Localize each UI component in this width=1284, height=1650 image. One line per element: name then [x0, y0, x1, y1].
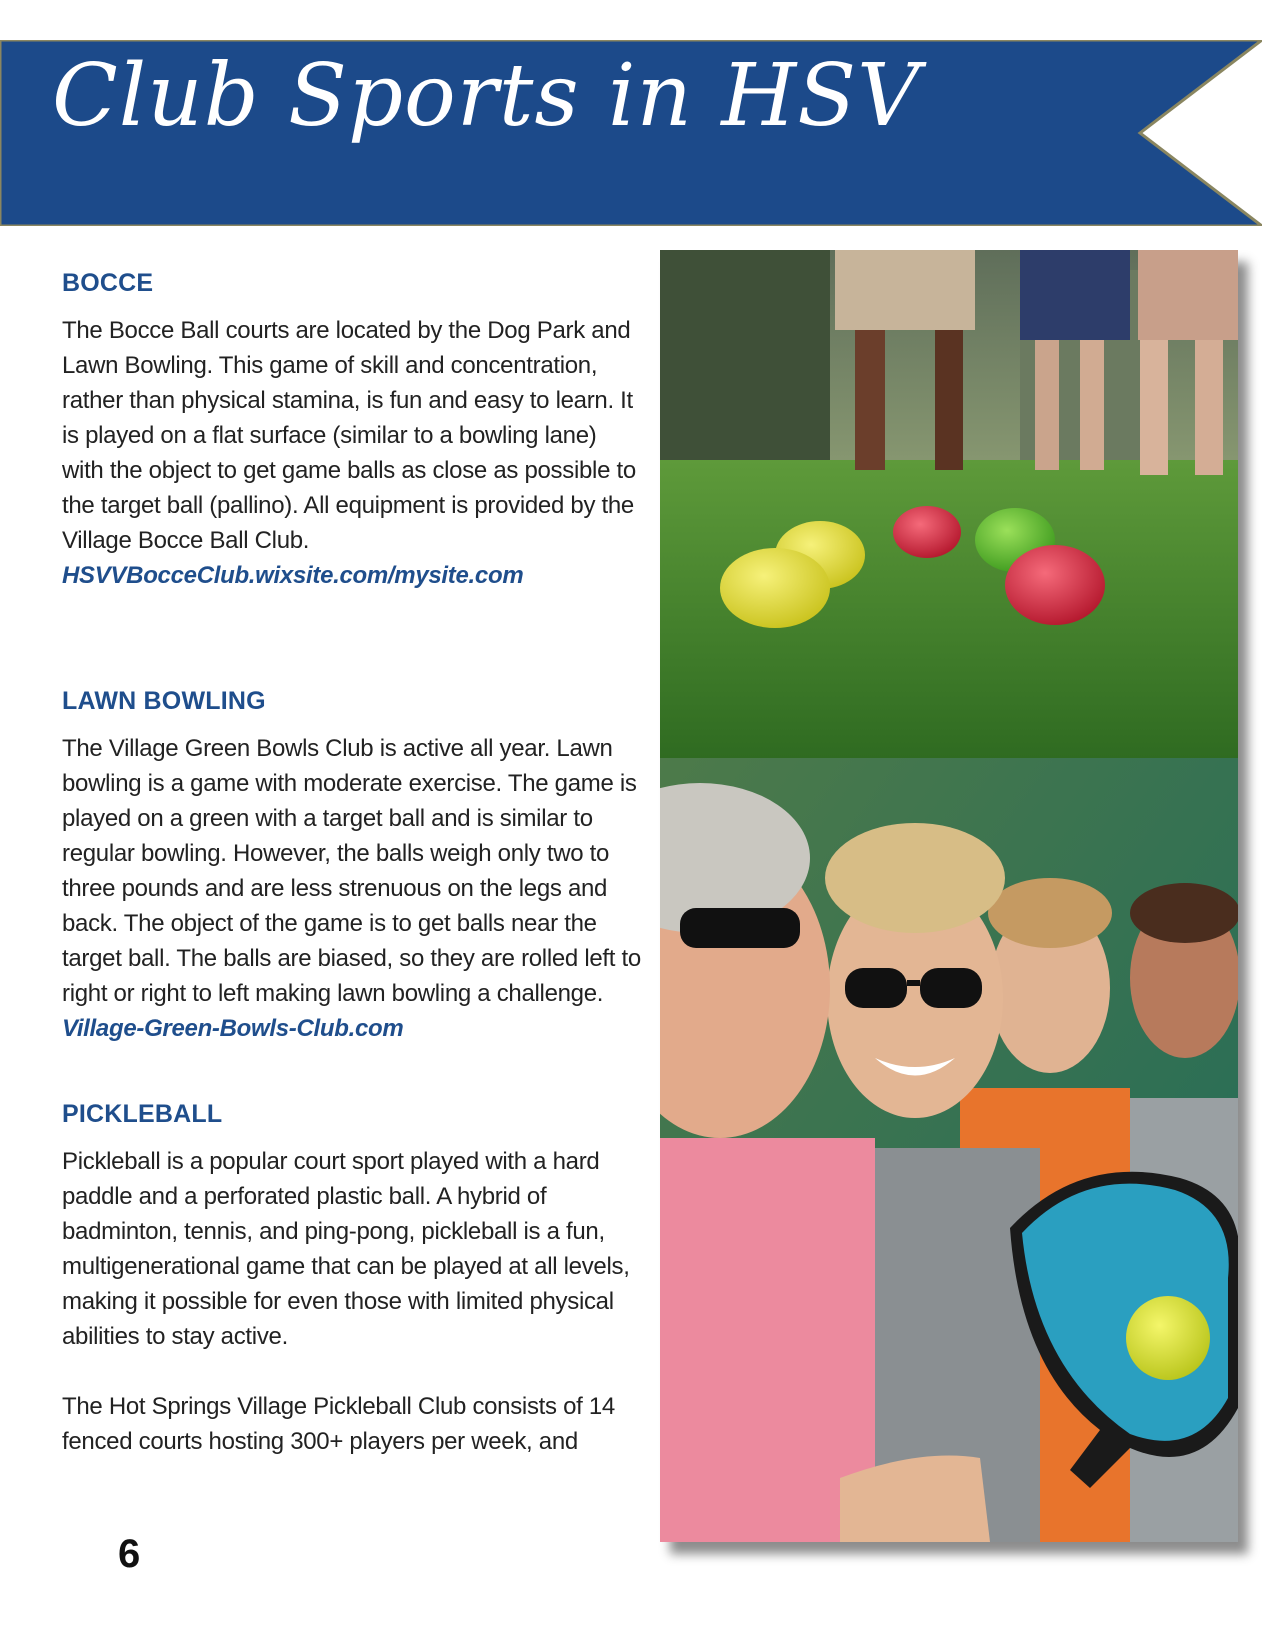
pickleball-body-2: The Hot Springs Village Pickleball Club consists of 14 fenced courts hosting 300+ players per week, and [62, 1393, 615, 1455]
photo-column [660, 250, 1238, 1542]
pickleball-body-1: Pickleball is a popular court sport played with a hard paddle and a perforated plastic ball. A hybrid of badminton, tennis, and ping-pong, pickleball is a fun, multigenerational game that can be played at all levels, making it possible for even those with limited physical abilities to stay active. [62, 1148, 630, 1350]
bocce-body [62, 313, 642, 593]
bocce-text: The Bocce Ball courts are located by the Dog Park and Lawn Bowling. This game of skill and concentration, rather than physical stamina, is fun and easy to learn. It is played on a flat surface (similar to a bowling lane) with the object to get game balls as close as possible to the target ball (pallino). All equipment is provided by the Village Bocce Ball Club. [62, 317, 636, 554]
lawn-bowling-link[interactable]: Village-Green-Bowls-Club.com [62, 1015, 404, 1042]
bocce-link[interactable]: HSVVBocceClub.wixsite.com/mysite.com [62, 562, 524, 589]
lawn-bowling-heading: LAWN BOWLING [62, 687, 266, 715]
bocce-balls-photo [660, 250, 1238, 758]
lawn-bowling-section [62, 686, 642, 1046]
lawn-bowling-body [62, 731, 642, 1046]
pickleball-heading: PICKLEBALL [62, 1100, 223, 1128]
bocce-section [62, 268, 642, 593]
bocce-heading: BOCCE [62, 269, 154, 297]
page-title: Club Sports in HSV [52, 46, 921, 146]
pickleball-players-photo [660, 758, 1238, 1542]
lawn-bowling-text: The Village Green Bowls Club is active all year. Lawn bowling is a game with moderate exercise. The game is played on a green with a target ball and is similar to regular bowling. However, the balls weigh only two to three pounds and are less strenuous on the legs and back. The object of the game is to get balls near the target ball. The balls are biased, so they are rolled left to right or right to left making lawn bowling a challenge. [62, 735, 641, 1007]
page-number: 6 [118, 1532, 141, 1576]
pickleball-section [62, 1099, 642, 1459]
